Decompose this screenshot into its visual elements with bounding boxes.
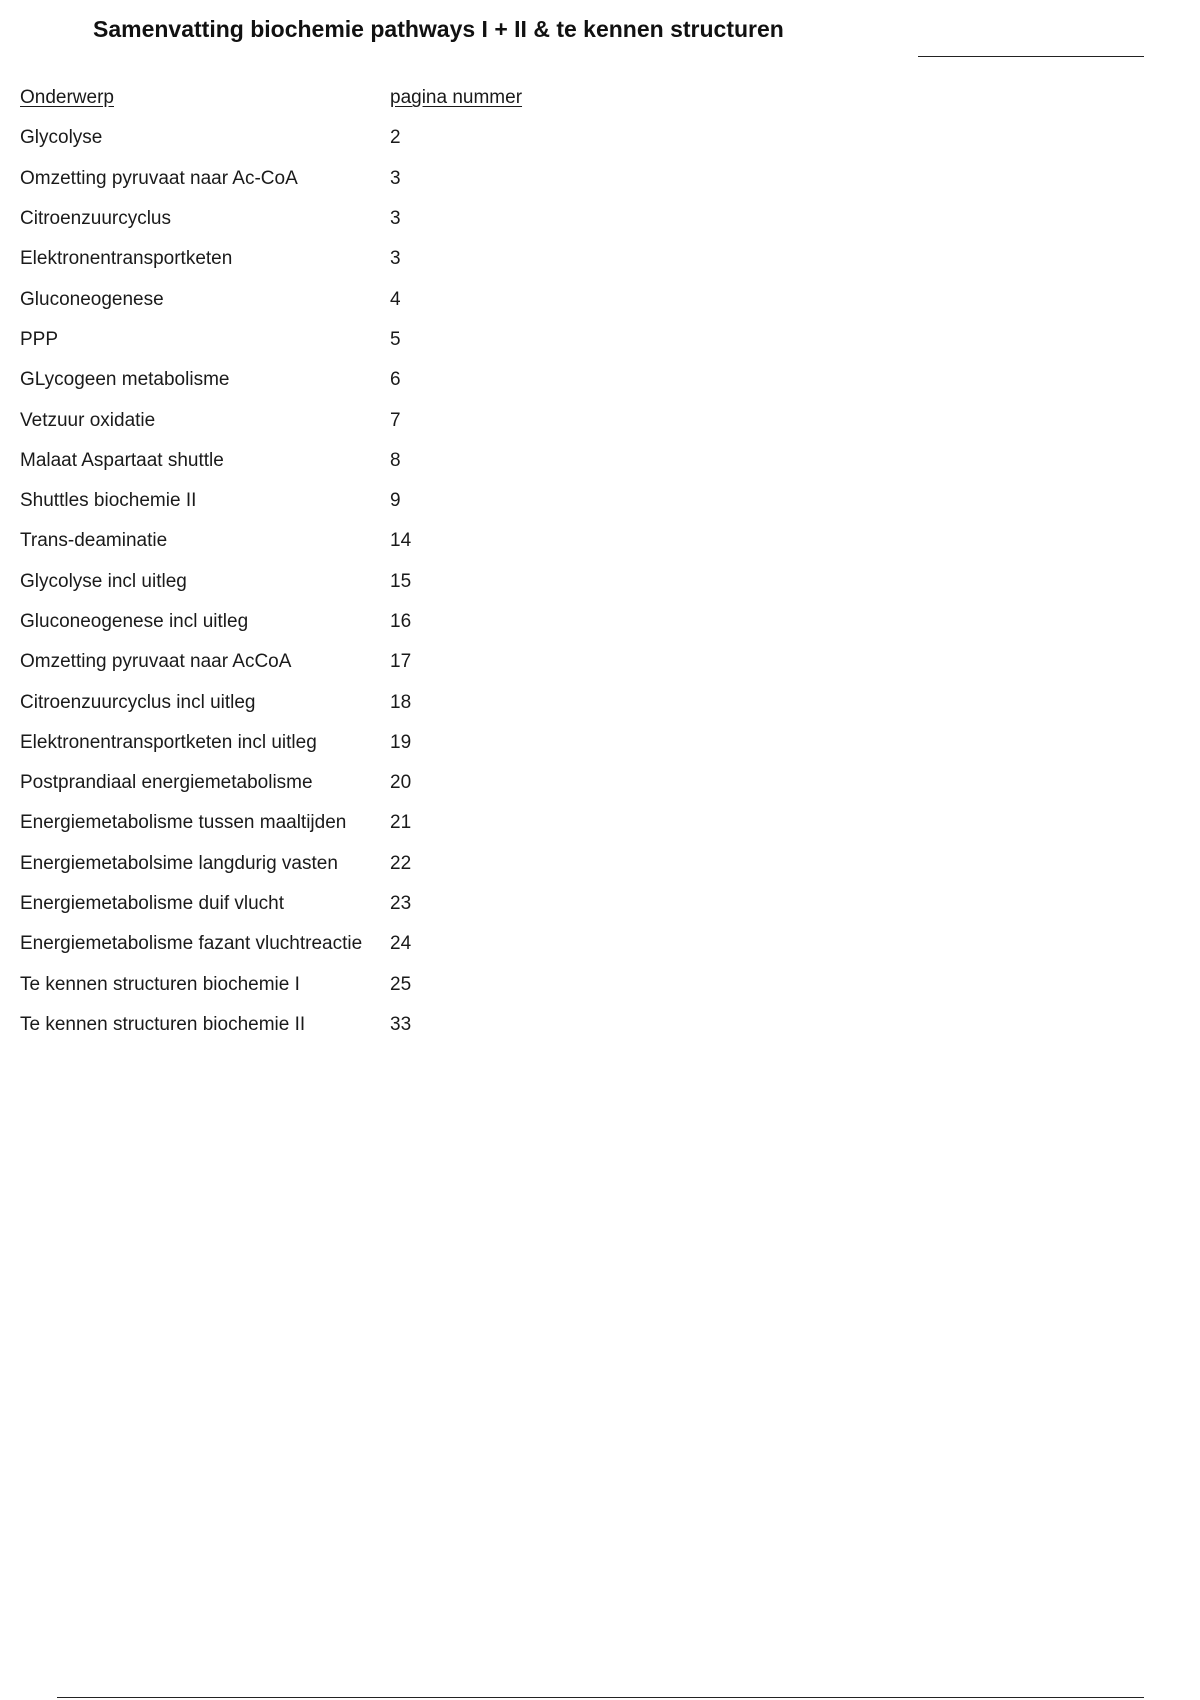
toc-row (20, 481, 570, 521)
toc-row (20, 602, 570, 642)
toc-subject: Trans-deaminatie (20, 530, 168, 552)
toc-header-row (20, 78, 570, 118)
toc-subject: Elektronentransportketen (20, 248, 233, 270)
toc-page-number: 25 (390, 973, 412, 995)
toc-subject: GLycogeen metabolisme (20, 369, 230, 391)
toc-row (20, 965, 570, 1005)
toc-subject: Energiemetabolsime langdurig vasten (20, 852, 338, 874)
footer-rule (57, 1697, 1144, 1698)
toc-page-number: 7 (390, 409, 401, 431)
toc-subject: Citroenzuurcyclus (20, 208, 171, 230)
toc-subject: Vetzuur oxidatie (20, 409, 156, 431)
toc-page-number: 17 (390, 651, 412, 673)
toc-page-number: 18 (390, 691, 412, 713)
toc-page-number: 4 (390, 288, 401, 310)
toc-page-number: 6 (390, 369, 401, 391)
toc-row (20, 400, 570, 440)
table-of-contents (20, 78, 570, 1045)
toc-row (20, 763, 570, 803)
toc-row (20, 562, 570, 602)
toc-header-page: pagina nummer (390, 87, 523, 109)
toc-row (20, 803, 570, 843)
toc-page-number: 3 (390, 208, 401, 230)
toc-page-number: 14 (390, 530, 412, 552)
toc-page-number: 3 (390, 167, 401, 189)
page-title: Samenvatting biochemie pathways I + II & te kennen structuren (93, 16, 784, 42)
toc-page-number: 22 (390, 852, 412, 874)
toc-row (20, 199, 570, 239)
toc-page-number: 5 (390, 328, 401, 350)
toc-row (20, 118, 570, 158)
toc-page-number: 20 (390, 772, 412, 794)
toc-page-number: 21 (390, 812, 412, 834)
toc-page-number: 23 (390, 893, 412, 915)
toc-row (20, 521, 570, 561)
toc-subject: Glycolyse (20, 127, 103, 149)
toc-subject: PPP (20, 328, 59, 350)
toc-subject: Elektronentransportketen incl uitleg (20, 731, 317, 753)
toc-row (20, 844, 570, 884)
toc-subject: Energiemetabolisme fazant vluchtreactie (20, 933, 363, 955)
toc-subject: Malaat Aspartaat shuttle (20, 449, 224, 471)
toc-subject: Te kennen structuren biochemie II (20, 1013, 306, 1035)
toc-subject: Citroenzuurcyclus incl uitleg (20, 691, 256, 713)
toc-subject: Gluconeogenese incl uitleg (20, 611, 249, 632)
toc-row (20, 682, 570, 722)
toc-row (20, 360, 570, 400)
toc-page-number: 24 (390, 933, 412, 955)
toc-subject: Te kennen structuren biochemie I (20, 973, 300, 995)
toc-row (20, 884, 570, 924)
toc-row (20, 642, 570, 682)
toc-subject: Omzetting pyruvaat naar AcCoA (20, 651, 292, 673)
toc-page-number: 3 (390, 248, 401, 270)
toc-page-number: 33 (390, 1013, 412, 1035)
toc-row (20, 279, 570, 319)
toc-page-number: 15 (390, 570, 412, 592)
toc-page-number: 19 (390, 731, 412, 753)
toc-subject: Energiemetabolisme duif vlucht (20, 893, 285, 915)
toc-page-number: 9 (390, 490, 401, 512)
toc-subject: Energiemetabolisme tussen maaltijden (20, 812, 347, 834)
toc-row (20, 723, 570, 763)
toc-subject: Glycolyse incl uitleg (20, 570, 187, 592)
toc-header-subject: Onderwerp (20, 87, 114, 109)
toc-row (20, 320, 570, 360)
toc-subject: Shuttles biochemie II (20, 490, 197, 512)
toc-row (20, 159, 570, 199)
toc-row (20, 924, 570, 964)
toc-subject: Postprandiaal energiemetabolisme (20, 772, 313, 794)
toc-page-number: 8 (390, 449, 401, 471)
toc-subject: Omzetting pyruvaat naar Ac-CoA (20, 167, 298, 189)
toc-subject: Gluconeogenese (20, 288, 164, 310)
header-rule (918, 56, 1144, 57)
toc-row (20, 239, 570, 279)
toc-page-number: 16 (390, 611, 412, 632)
toc-row (20, 441, 570, 481)
toc-page-number: 2 (390, 127, 401, 149)
toc-row (20, 1005, 570, 1045)
